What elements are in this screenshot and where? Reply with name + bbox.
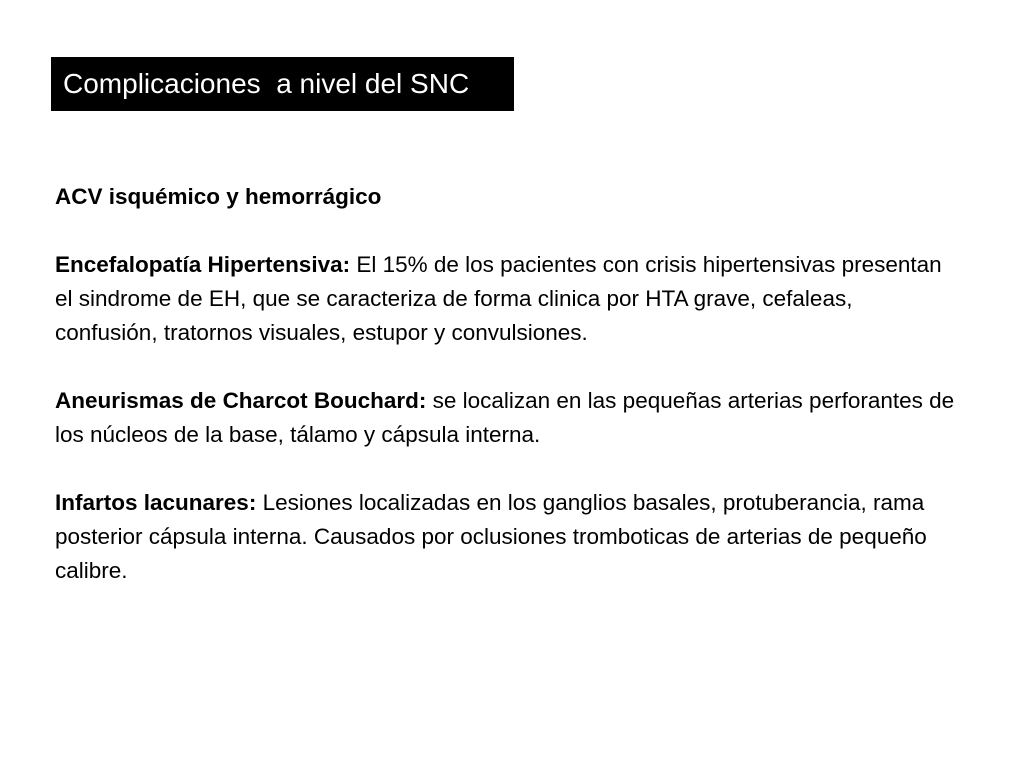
paragraph-heading: Aneurismas de Charcot Bouchard: xyxy=(55,388,427,413)
paragraph-body: Lesiones localizadas en los ganglios basales, protuberancia, rama posterior cápsula interna. Causados por oclusiones tromboticas de arterias de pequeño calibre. xyxy=(55,490,927,583)
title-banner xyxy=(51,57,514,111)
paragraph-aneurismas xyxy=(55,384,955,452)
paragraph-body: El 15% de los pacientes con crisis hipertensivas presentan el sindrome de EH, que se caracteriza de forma clinica por HTA grave, cefaleas, confusión, tratornos visuales, estupor y convulsiones. xyxy=(55,252,942,345)
paragraph-heading: Encefalopatía Hipertensiva: xyxy=(55,252,351,277)
paragraph-heading: Infartos lacunares: xyxy=(55,490,257,515)
slide-content xyxy=(55,180,955,588)
paragraph-acv xyxy=(55,180,955,214)
slide-title: Complicaciones a nivel del SNC xyxy=(63,68,470,99)
paragraph-heading: ACV isquémico y hemorrágico xyxy=(55,184,382,209)
paragraph-body: se localizan en las pequeñas arterias perforantes de los núcleos de la base, tálamo y cápsula interna. xyxy=(55,388,955,447)
paragraph-infartos xyxy=(55,486,955,588)
paragraph-encefalopatia xyxy=(55,248,955,350)
